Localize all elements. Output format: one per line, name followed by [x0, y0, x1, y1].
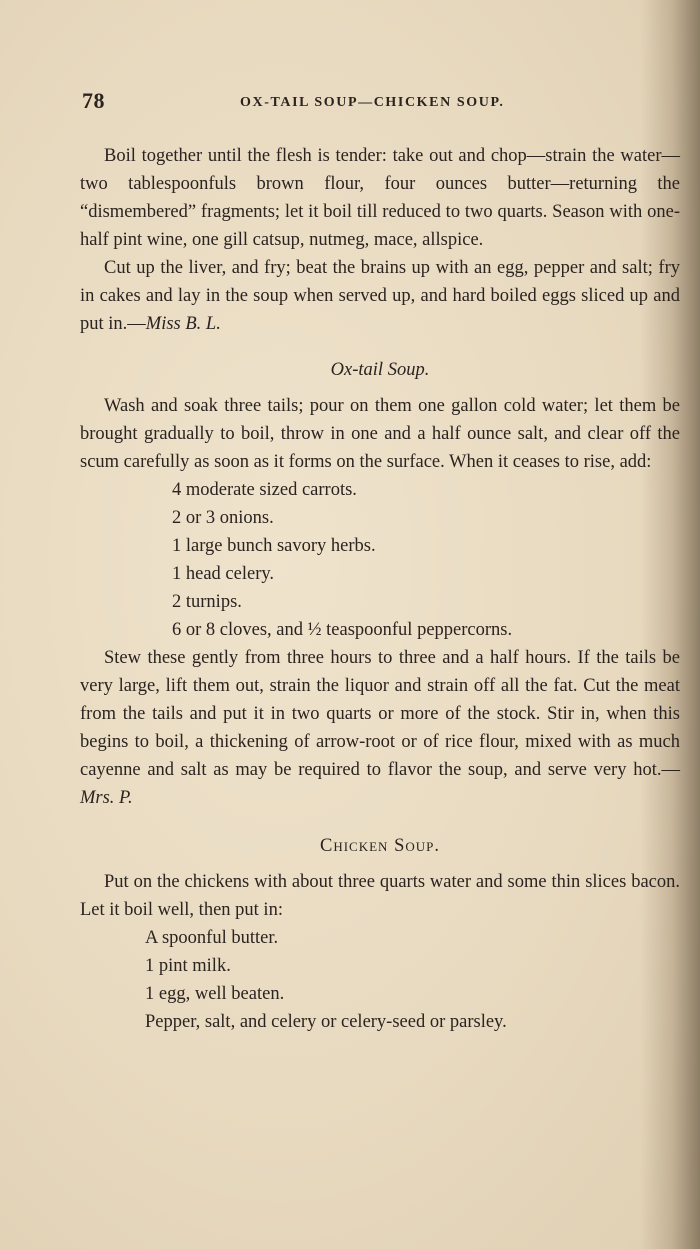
paragraph-boil: Boil together until the flesh is tender: take out and chop—strain the water—two tablespoonfuls brown flour, four ounces butter—returning the “dismembered” fragments; let it boil till reduced to two quarts. Season with one-half pint wine, one gill catsup, nutmeg, mace, allspice. — [80, 146, 680, 250]
list-item: A spoonful butter. — [145, 928, 279, 948]
list-item: 1 large bunch savory herbs. — [172, 536, 376, 556]
heading-chicken-soup: Chicken Soup. — [320, 836, 440, 856]
paragraph-wash: Wash and soak three tails; pour on them one gallon cold water; let them be brought gradually to boil, throw in one and a half ounce salt, and clear off the scum carefully as soon as it forms on the surface. When it ceases to rise, add: — [80, 396, 680, 472]
paragraph-stew-text: Stew these gently from three hours to three and a half hours. If the tails be very large, lift them out, strain the liquor and strain off all the fat. Cut the meat from the tails and put it in two quarts or more of the stock. Stir in, when this begins to boil, a thickening of arrow-root or of rice flour, mixed with as much cayenne and salt as may be required to flavor the soup, and serve very hot.— — [80, 648, 680, 780]
page-number: 78 — [82, 88, 105, 113]
list-item: 1 egg, well beaten. — [145, 984, 285, 1004]
list-item: 1 head celery. — [172, 564, 275, 584]
body-text — [80, 142, 680, 1036]
signature-miss-bl: Miss B. L. — [145, 314, 221, 334]
page-header — [82, 88, 646, 122]
list-item: 2 or 3 onions. — [172, 508, 274, 528]
paragraph-stew — [80, 644, 680, 812]
list-item: Pepper, salt, and celery or celery-seed or parsley. — [145, 1012, 507, 1032]
heading-oxtail-soup: Ox-tail Soup. — [330, 360, 430, 380]
paragraph-chickens: Put on the chickens with about three quarts water and some thin slices bacon. Let it boil well, then put in: — [80, 872, 680, 920]
paragraph-liver — [80, 254, 680, 338]
list-item: 2 turnips. — [172, 592, 242, 612]
chicken-ingredient-list — [145, 924, 680, 1036]
list-item: 6 or 8 cloves, and ½ teaspoonful peppercorns. — [172, 620, 513, 640]
list-item: 1 pint milk. — [145, 956, 231, 976]
running-head: OX-TAIL SOUP—CHICKEN SOUP. — [240, 95, 505, 110]
list-item: 4 moderate sized carrots. — [172, 480, 357, 500]
signature-mrs-p: Mrs. P. — [80, 788, 133, 808]
oxtail-ingredient-list — [172, 476, 680, 644]
paragraph-liver-text: Cut up the liver, and fry; beat the brains up with an egg, pepper and salt; fry in cakes and lay in the soup when served up, and hard boiled eggs sliced up and put in.— — [80, 258, 680, 334]
